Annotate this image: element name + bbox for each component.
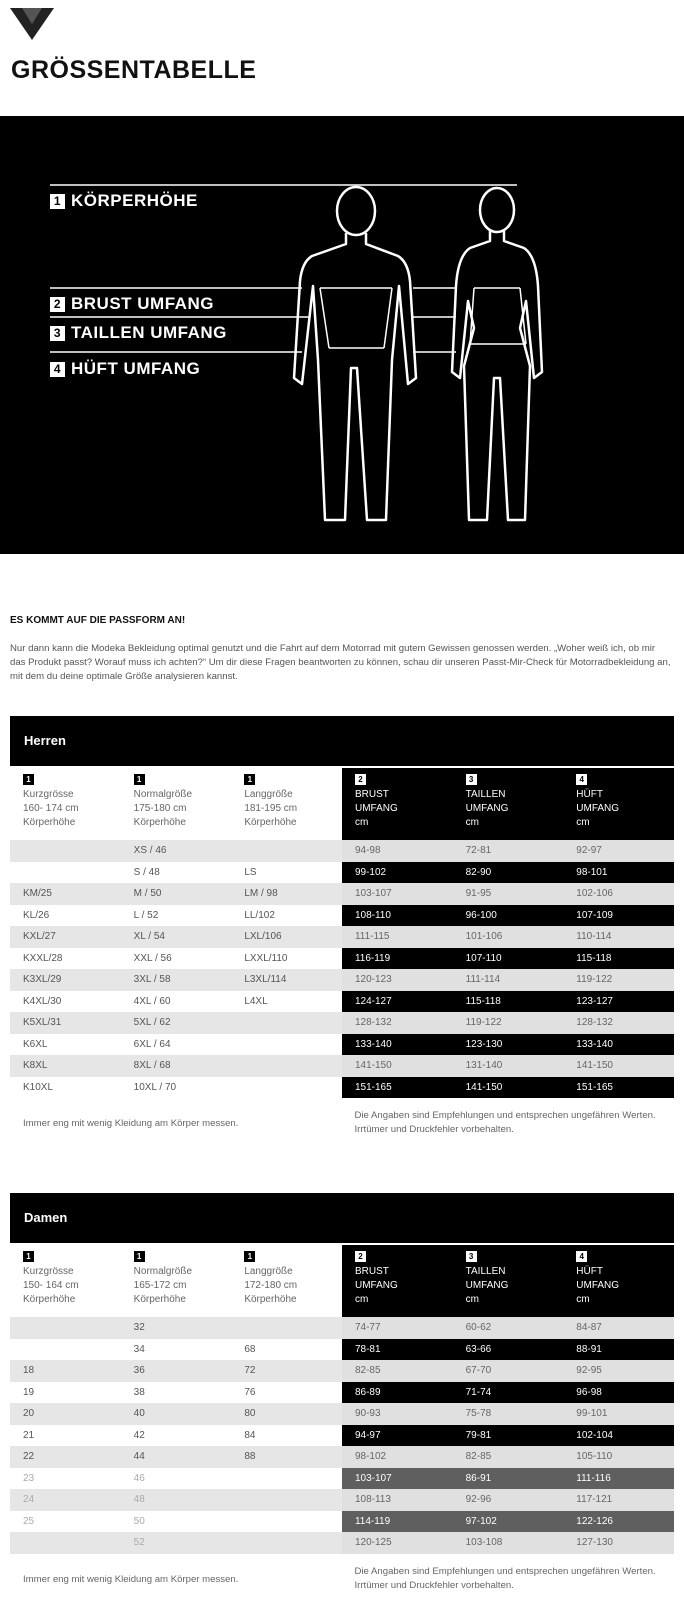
- measure-note: Immer eng mit wenig Kleidung am Körper messen.: [23, 1118, 239, 1129]
- column-header: [563, 768, 674, 840]
- measure-label-text: TAILLEN UMFANG: [71, 323, 227, 342]
- table-cell: 108-110: [342, 905, 453, 927]
- table-cell: 50: [133, 1515, 145, 1527]
- table-cell: 82-85: [342, 1360, 453, 1382]
- column-header-line: Körperhöhe: [244, 1294, 297, 1305]
- table-cell: K4XL/30: [23, 995, 62, 1007]
- table-row: [10, 1360, 674, 1382]
- table-cell: 60-62: [453, 1317, 564, 1339]
- table-cell: [231, 1532, 342, 1554]
- measure-note: Immer eng mit wenig Kleidung am Körper messen.: [23, 1573, 239, 1585]
- table-cell: [231, 1077, 342, 1099]
- fit-description: Nur dann kann die Modeka Bekleidung optimal genutzt und die Fahrt auf dem Motorrad mit gutem Gewissen genossen werden. „Woher weiß ich, ob mir das Produkt passt? Worauf muss ich achten?“ Um dir diese Fragen beantworten zu können, schau dir unseren Passt-Mir-Check für Motorradbekleidung an, mit dem du deine optimale Größe analysieren kannst.: [10, 643, 671, 682]
- table-cell: 102-106: [563, 883, 674, 905]
- table-cell: 5XL / 62: [121, 1012, 232, 1034]
- table-cell: [231, 1317, 342, 1339]
- table-cell: 115-118: [453, 991, 564, 1013]
- table-row: [10, 948, 674, 970]
- table-cell: 122-126: [563, 1511, 674, 1533]
- table-cell: KL/26: [23, 909, 50, 921]
- table-cell: 71-74: [453, 1382, 564, 1404]
- measure-number: 2: [50, 297, 65, 312]
- column-header-line: Kurzgrösse: [23, 789, 74, 800]
- table-cell: K3XL/29: [10, 969, 121, 991]
- table-cell: 97-102: [453, 1511, 564, 1533]
- table-cell: 25: [23, 1515, 35, 1527]
- table-row: [10, 1532, 674, 1554]
- page-title: GRÖSSENTABELLE: [11, 56, 257, 84]
- column-header-line: BRUST: [354, 789, 389, 800]
- table-cell: 44: [121, 1446, 232, 1468]
- table-cell: 80: [231, 1403, 342, 1425]
- column-header-line: Körperhöhe: [133, 817, 186, 828]
- table-row: [10, 1339, 674, 1361]
- table-cell: 101-106: [453, 926, 564, 948]
- table-cell: L4XL: [244, 995, 268, 1007]
- column-header-line: UMFANG: [354, 803, 398, 814]
- column-number: 2: [355, 774, 366, 785]
- table-header-row: [10, 768, 674, 840]
- table-notes: [10, 1565, 674, 1593]
- column-header-line: BRUST: [354, 1266, 389, 1277]
- brand-logo-icon: [10, 8, 54, 40]
- column-header: [453, 768, 564, 840]
- table-row: [10, 1489, 674, 1511]
- column-header-line: HÜFT: [576, 1266, 603, 1277]
- table-cell: 94-97: [342, 1425, 453, 1447]
- table-cell: 127-130: [563, 1532, 674, 1554]
- table-row: [10, 1468, 674, 1490]
- table-cell: 88-91: [563, 1339, 674, 1361]
- column-number: 4: [576, 774, 587, 785]
- table-cell: 63-66: [453, 1339, 564, 1361]
- table-cell: KXXL/28: [23, 952, 63, 964]
- table-cell: 72-81: [453, 840, 564, 862]
- table-cell: [231, 1468, 342, 1490]
- column-header-line: 175-180 cm: [133, 803, 187, 814]
- column-header: [342, 768, 453, 840]
- table-cell: 82-90: [453, 862, 564, 884]
- column-header-line: UMFANG: [576, 803, 620, 814]
- column-header-line: 165-172 cm: [133, 1280, 187, 1291]
- table-cell: [231, 1012, 342, 1034]
- table-cell: 141-150: [453, 1077, 564, 1099]
- table-cell: 103-107: [342, 1468, 453, 1490]
- table-cell: 24: [10, 1489, 121, 1511]
- table-cell: XL / 54: [121, 926, 232, 948]
- table-cell: KM/25: [10, 883, 121, 905]
- column-header-line: Langgröße: [244, 1266, 293, 1277]
- table-cell: K10XL: [23, 1081, 54, 1093]
- column-number: 2: [355, 1251, 366, 1262]
- table-cell: LL/102: [244, 909, 275, 921]
- table-cell: 131-140: [453, 1055, 564, 1077]
- table-cell: 133-140: [563, 1034, 674, 1056]
- size-table: [10, 1245, 674, 1554]
- table-cell: [10, 862, 121, 884]
- table-cell: [10, 840, 121, 862]
- column-header-line: UMFANG: [465, 803, 509, 814]
- column-header-line: Körperhöhe: [23, 817, 76, 828]
- table-cell: LXL/106: [231, 926, 342, 948]
- column-header-line: Körperhöhe: [23, 1294, 76, 1305]
- table-cell: 92-96: [453, 1489, 564, 1511]
- measure-number: 1: [50, 194, 65, 209]
- table-cell: 72: [231, 1360, 342, 1382]
- table-notes: [10, 1109, 674, 1137]
- table-cell: 123-127: [563, 991, 674, 1013]
- table-cell: 114-119: [342, 1511, 453, 1533]
- table-cell: LS: [244, 866, 257, 878]
- table-cell: 36: [121, 1360, 232, 1382]
- table-cell: 98-102: [342, 1446, 453, 1468]
- table-body: [10, 1317, 674, 1554]
- measurement-illustration: [0, 116, 684, 554]
- column-header-line: cm: [465, 1294, 479, 1305]
- size-table: [10, 768, 674, 1098]
- fit-heading: ES KOMMT AUF DIE PASSFORM AN!: [10, 615, 186, 626]
- table-cell: 76: [244, 1386, 256, 1398]
- table-cell: 74-77: [342, 1317, 453, 1339]
- table-row: [10, 883, 674, 905]
- table-cell: 67-70: [453, 1360, 564, 1382]
- column-header-line: TAILLEN: [465, 789, 506, 800]
- column-header: [342, 1245, 453, 1317]
- table-cell: 21: [23, 1429, 35, 1441]
- measure-label-waist: [50, 323, 227, 343]
- measure-label-text: KÖRPERHÖHE: [71, 191, 198, 210]
- table-cell: KXL/27: [10, 926, 121, 948]
- column-header: [121, 768, 232, 840]
- table-row: [10, 1055, 674, 1077]
- table-cell: 111-116: [563, 1468, 674, 1490]
- column-header: [10, 1245, 121, 1317]
- table-cell: 103-108: [453, 1532, 564, 1554]
- table-row: [10, 1077, 674, 1099]
- table-cell: 124-127: [342, 991, 453, 1013]
- column-header-line: UMFANG: [354, 1280, 398, 1291]
- table-cell: 90-93: [342, 1403, 453, 1425]
- table-cell: [231, 1034, 342, 1056]
- table-cell: 99-102: [342, 862, 453, 884]
- table-cell: 18: [10, 1360, 121, 1382]
- table-cell: 119-122: [453, 1012, 564, 1034]
- table-cell: 22: [10, 1446, 121, 1468]
- table-cell: 108-113: [342, 1489, 453, 1511]
- table-cell: 92-97: [563, 840, 674, 862]
- column-header: [563, 1245, 674, 1317]
- table-cell: 23: [23, 1472, 35, 1484]
- table-cell: 19: [23, 1386, 35, 1398]
- table-cell: 75-78: [453, 1403, 564, 1425]
- column-number: 1: [134, 774, 145, 785]
- size-table-herren: [10, 716, 674, 1137]
- table-row: [10, 840, 674, 862]
- table-cell: 107-109: [563, 905, 674, 927]
- table-cell: 84: [244, 1429, 256, 1441]
- table-cell: 120-123: [342, 969, 453, 991]
- table-cell: 141-150: [563, 1055, 674, 1077]
- table-cell: 86-91: [453, 1468, 564, 1490]
- table-cell: 38: [133, 1386, 145, 1398]
- table-row: [10, 1403, 674, 1425]
- column-header-line: Körperhöhe: [244, 817, 297, 828]
- table-row: [10, 1317, 674, 1339]
- table-cell: 133-140: [342, 1034, 453, 1056]
- disclaimer-note: Die Angaben sind Empfehlungen und entsprechen ungefähren Werten. Irrtümer und Druckfehler vorbehalten.: [354, 1110, 656, 1135]
- table-cell: 116-119: [342, 948, 453, 970]
- table-cell: 4XL / 60: [133, 995, 171, 1007]
- size-table-damen: [10, 1193, 674, 1593]
- column-header-line: 160- 174 cm: [23, 803, 79, 814]
- measure-label-chest: [50, 294, 214, 314]
- table-cell: 92-95: [563, 1360, 674, 1382]
- column-number: 3: [466, 1251, 477, 1262]
- column-header-line: Langgröße: [244, 789, 293, 800]
- table-cell: 141-150: [342, 1055, 453, 1077]
- column-number: 1: [134, 1251, 145, 1262]
- table-row: [10, 1425, 674, 1447]
- table-row: [10, 1446, 674, 1468]
- table-cell: 103-107: [342, 883, 453, 905]
- table-cell: [231, 840, 342, 862]
- table-cell: XS / 46: [121, 840, 232, 862]
- table-cell: 8XL / 68: [121, 1055, 232, 1077]
- table-row: [10, 1511, 674, 1533]
- measure-number: 4: [50, 362, 65, 377]
- column-number: 1: [23, 774, 34, 785]
- table-cell: [231, 1055, 342, 1077]
- measure-label-text: HÜFT UMFANG: [71, 359, 201, 378]
- table-cell: 10XL / 70: [133, 1081, 177, 1093]
- table-cell: 3XL / 58: [121, 969, 232, 991]
- table-cell: 86-89: [342, 1382, 453, 1404]
- column-header-line: 181-195 cm: [244, 803, 298, 814]
- column-header-line: Normalgröße: [133, 1266, 193, 1277]
- table-cell: 117-121: [563, 1489, 674, 1511]
- table-cell: 96-100: [453, 905, 564, 927]
- table-cell: 151-165: [563, 1077, 674, 1099]
- table-row: [10, 905, 674, 927]
- table-cell: 111-114: [453, 969, 564, 991]
- column-header-line: TAILLEN: [465, 1266, 506, 1277]
- table-cell: L / 52: [133, 909, 159, 921]
- table-cell: 102-104: [563, 1425, 674, 1447]
- table-cell: 99-101: [563, 1403, 674, 1425]
- table-cell: [231, 1511, 342, 1533]
- table-cell: LXXL/110: [244, 952, 288, 964]
- table-cell: 96-98: [563, 1382, 674, 1404]
- table-row: [10, 969, 674, 991]
- table-cell: 42: [133, 1429, 145, 1441]
- table-title: Herren: [10, 716, 674, 766]
- table-row: [10, 1382, 674, 1404]
- table-cell: 110-114: [563, 926, 674, 948]
- table-cell: 20: [10, 1403, 121, 1425]
- column-header: [453, 1245, 564, 1317]
- measure-label-hip: [50, 359, 200, 379]
- table-cell: 115-118: [563, 948, 674, 970]
- column-header-line: UMFANG: [465, 1280, 509, 1291]
- column-header-line: HÜFT: [576, 789, 603, 800]
- table-cell: 120-125: [342, 1532, 453, 1554]
- column-header-line: 172-180 cm: [244, 1280, 298, 1291]
- table-title: Damen: [10, 1193, 674, 1243]
- table-cell: 68: [244, 1343, 256, 1355]
- table-header-row: [10, 1245, 674, 1317]
- table-cell: M / 50: [121, 883, 232, 905]
- column-header-line: cm: [465, 817, 479, 828]
- column-header: [10, 768, 121, 840]
- table-cell: [231, 1489, 342, 1511]
- table-cell: 123-130: [453, 1034, 564, 1056]
- column-header-line: cm: [576, 817, 590, 828]
- column-header-line: Normalgröße: [133, 789, 193, 800]
- table-cell: 128-132: [342, 1012, 453, 1034]
- table-cell: XXL / 56: [133, 952, 172, 964]
- table-cell: K5XL/31: [10, 1012, 121, 1034]
- column-header-line: UMFANG: [576, 1280, 620, 1291]
- table-row: [10, 926, 674, 948]
- table-cell: 79-81: [453, 1425, 564, 1447]
- column-header-line: Kurzgrösse: [23, 1266, 74, 1277]
- table-cell: 111-115: [342, 926, 453, 948]
- table-row: [10, 991, 674, 1013]
- column-header-line: Körperhöhe: [133, 1294, 186, 1305]
- table-cell: 107-110: [453, 948, 564, 970]
- measure-label-text: BRUST UMFANG: [71, 294, 214, 313]
- table-cell: 32: [121, 1317, 232, 1339]
- table-cell: [10, 1339, 121, 1361]
- column-number: 3: [466, 774, 477, 785]
- table-row: [10, 1012, 674, 1034]
- table-cell: 82-85: [453, 1446, 564, 1468]
- table-cell: 78-81: [342, 1339, 453, 1361]
- column-number: 4: [576, 1251, 587, 1262]
- table-cell: 105-110: [563, 1446, 674, 1468]
- table-cell: 84-87: [563, 1317, 674, 1339]
- table-cell: [10, 1532, 121, 1554]
- measure-label-height: [50, 191, 198, 211]
- column-header-line: cm: [576, 1294, 590, 1305]
- table-cell: K8XL: [10, 1055, 121, 1077]
- table-cell: S / 48: [133, 866, 160, 878]
- column-number: 1: [244, 1251, 255, 1262]
- table-cell: 6XL / 64: [133, 1038, 171, 1050]
- table-cell: 91-95: [453, 883, 564, 905]
- column-number: 1: [244, 774, 255, 785]
- table-cell: 88: [231, 1446, 342, 1468]
- column-header: [231, 768, 342, 840]
- table-cell: 48: [121, 1489, 232, 1511]
- disclaimer-note: Die Angaben sind Empfehlungen und entsprechen ungefähren Werten. Irrtümer und Druckfehler vorbehalten.: [354, 1565, 656, 1591]
- table-cell: 128-132: [563, 1012, 674, 1034]
- table-cell: 119-122: [563, 969, 674, 991]
- table-cell: 34: [133, 1343, 145, 1355]
- table-cell: K6XL: [23, 1038, 48, 1050]
- column-header: [231, 1245, 342, 1317]
- table-cell: 94-98: [342, 840, 453, 862]
- table-row: [10, 1034, 674, 1056]
- table-cell: 52: [121, 1532, 232, 1554]
- column-header: [121, 1245, 232, 1317]
- table-cell: 46: [133, 1472, 145, 1484]
- table-cell: 40: [121, 1403, 232, 1425]
- table-cell: LM / 98: [231, 883, 342, 905]
- column-header-line: 150- 164 cm: [23, 1280, 79, 1291]
- column-number: 1: [23, 1251, 34, 1262]
- table-row: [10, 862, 674, 884]
- table-body: [10, 840, 674, 1098]
- column-header-line: cm: [354, 1294, 369, 1305]
- measure-number: 3: [50, 326, 65, 341]
- table-cell: 151-165: [342, 1077, 453, 1099]
- column-header-line: cm: [354, 817, 369, 828]
- table-cell: L3XL/114: [231, 969, 342, 991]
- table-cell: [10, 1317, 121, 1339]
- table-cell: 98-101: [563, 862, 674, 884]
